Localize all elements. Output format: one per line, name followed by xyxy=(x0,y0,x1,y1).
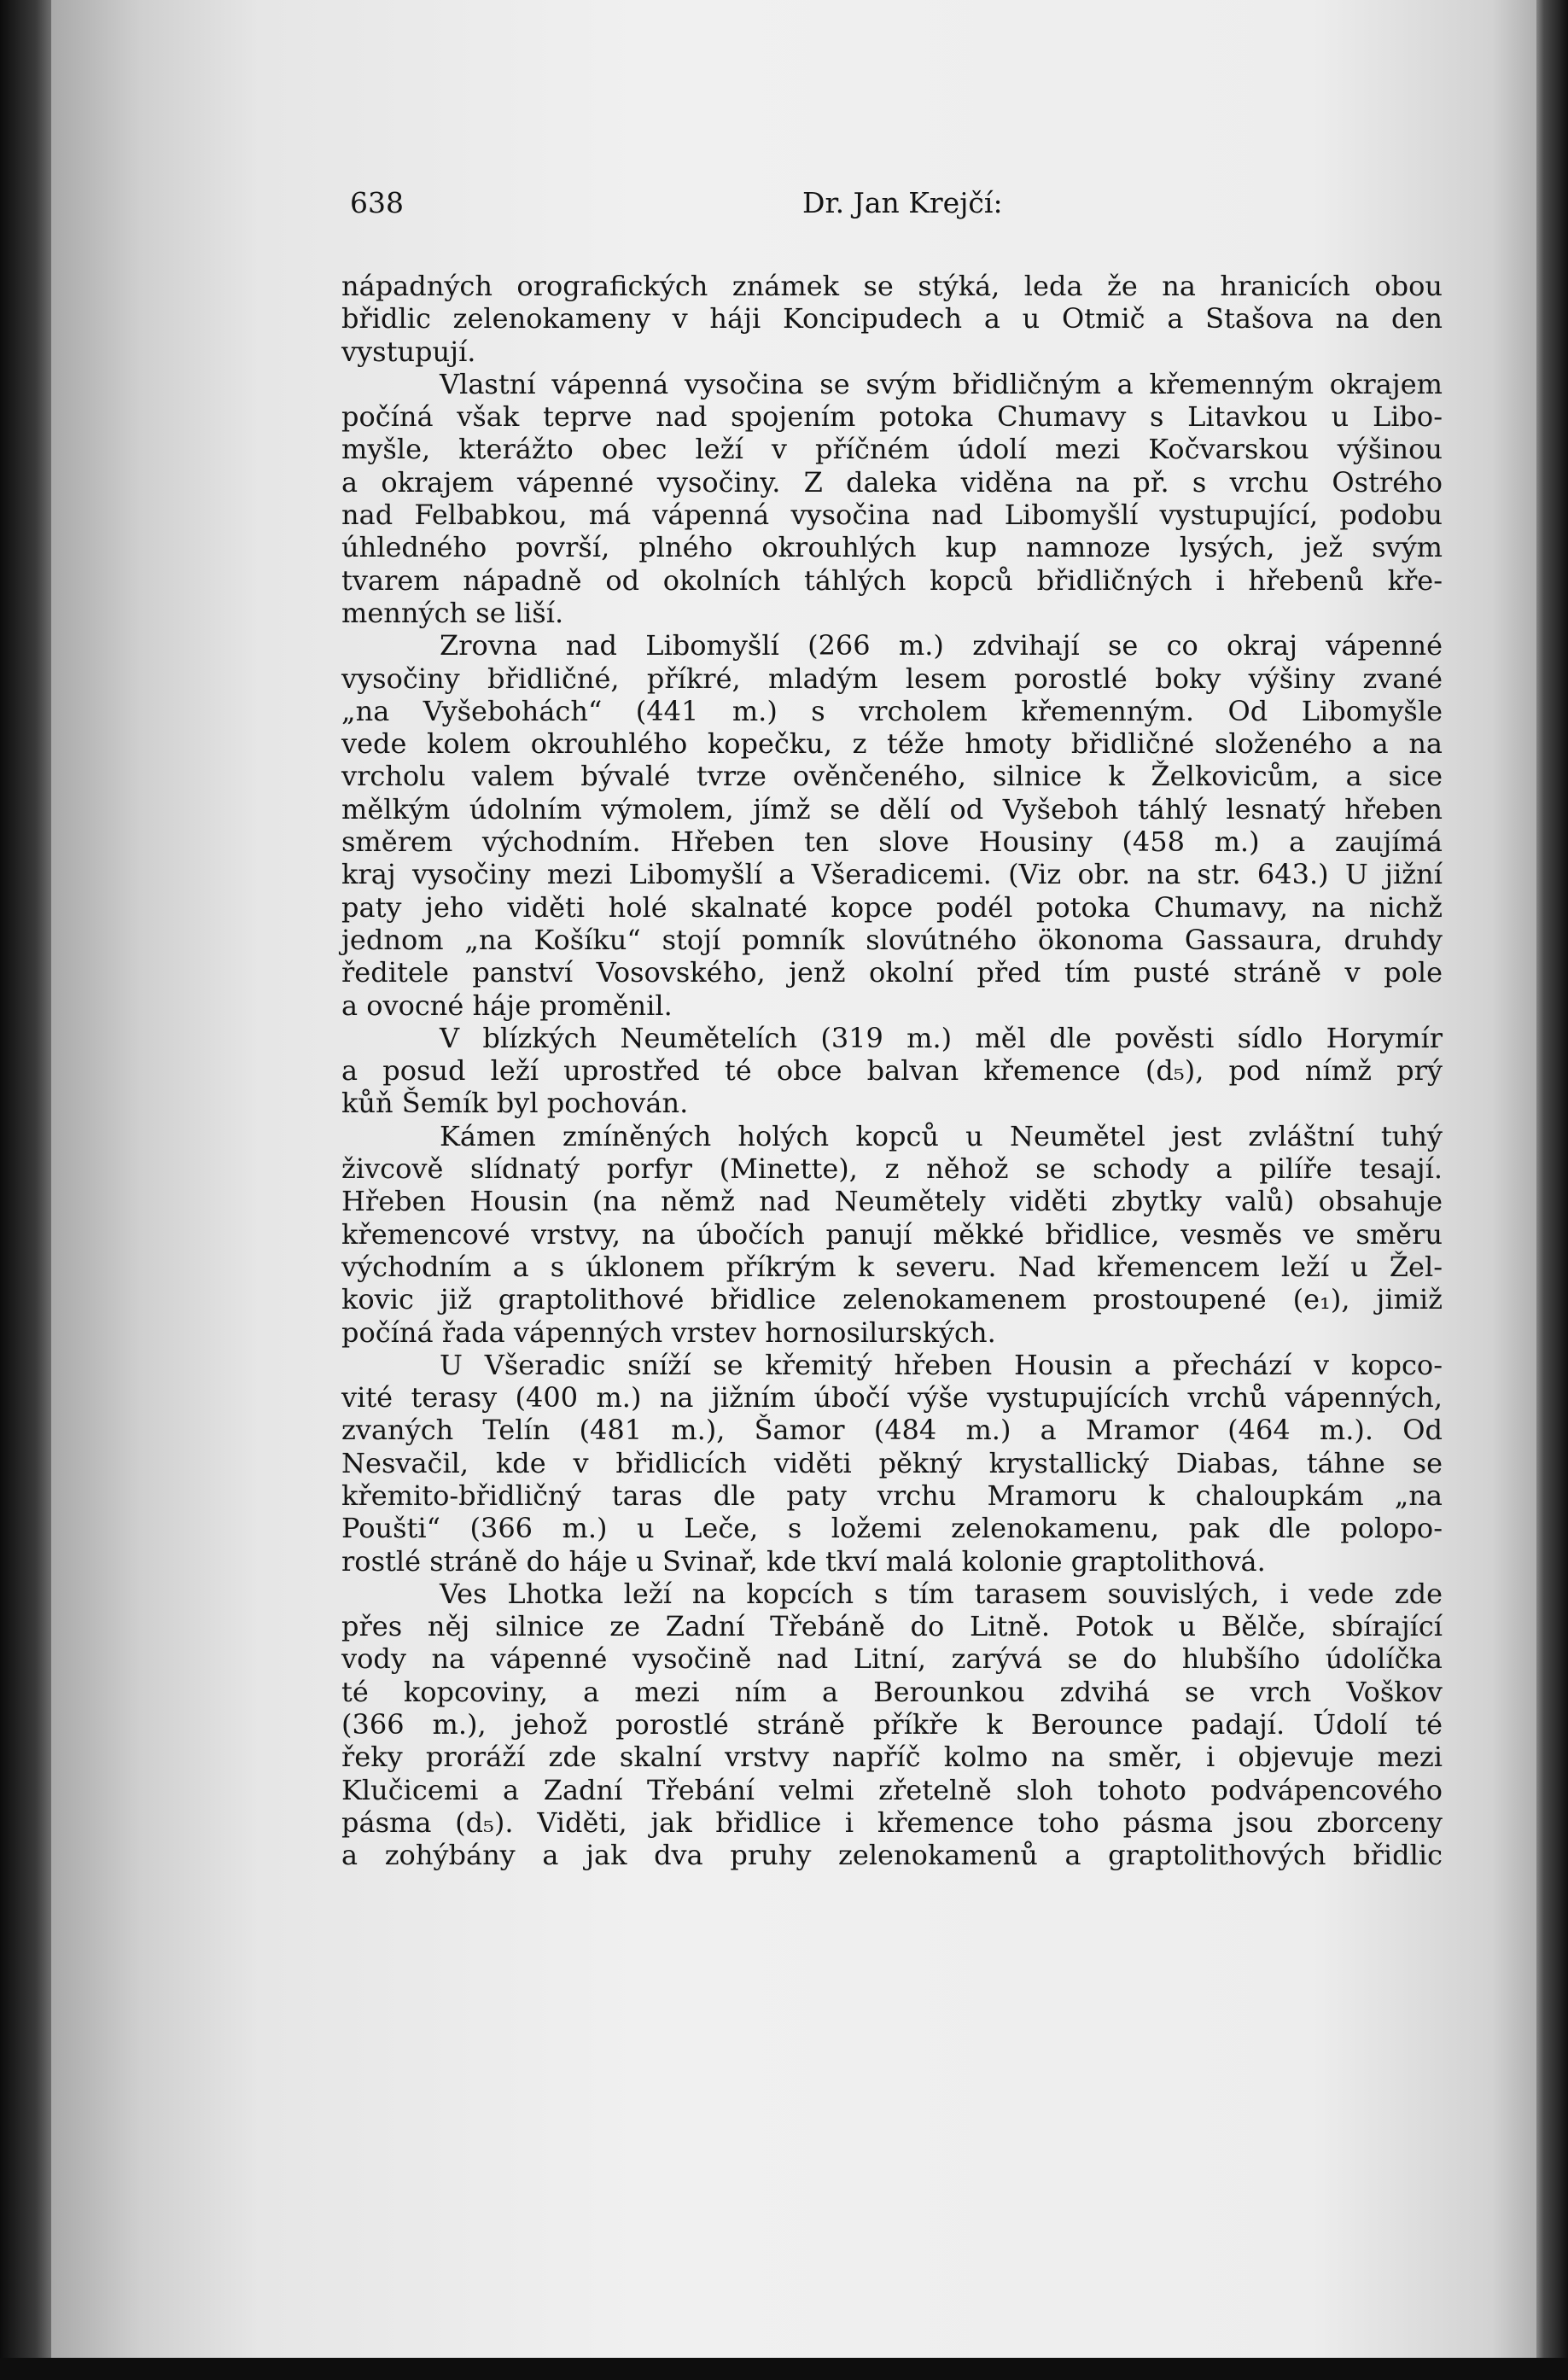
text-line: živcově slídnatý porfyr (Minette), z něhož se schody a pilíře tesají. xyxy=(341,1152,1443,1186)
page-number: 638 xyxy=(350,186,404,219)
body-text xyxy=(341,270,1443,1872)
text-line: Poušti“ (366 m.) u Leče, s ložemi zelenokamenu, pak dle polopo- xyxy=(341,1512,1443,1545)
page-header xyxy=(350,186,1451,237)
text-line: Vlastní vápenná vysočina se svým břidličným a křemenným okrajem xyxy=(440,367,1443,400)
text-line: té kopcoviny, a mezi ním a Berounkou zdvihá se vrch Voškov xyxy=(341,1675,1443,1708)
text-line: Ves Lhotka leží na kopcích s tím tarasem souvislých, i vede zde xyxy=(440,1577,1443,1610)
text-line: vrcholu valem bývalé tvrze ověnčeného, silnice k Želkovicům, a sice xyxy=(341,760,1443,793)
text-line: ředitele panství Vosovského, jenž okolní před tím pusté stráně v pole xyxy=(341,956,1443,989)
text-line: Zrovna nad Libomyšlí (266 m.) zdvihají se co okraj vápenné xyxy=(440,629,1443,662)
text-line: a zohýbány a jak dva pruhy zelenokamenů a graptolithových břidlic xyxy=(341,1839,1443,1872)
text-line: zvaných Telín (481 m.), Šamor (484 m.) a Mramor (464 m.). Od xyxy=(341,1414,1443,1447)
text-line: nad Felbabkou, má vápenná vysočina nad Libomyšlí vystupující, podobu xyxy=(341,499,1443,532)
text-line: Hřeben Housin (na němž nad Neumětely viděti zbytky valů) obsahuje xyxy=(341,1185,1443,1218)
text-line: počíná řada vápenných vrstev hornosilurských. xyxy=(341,1315,996,1349)
text-line: pásma (d₅). Viděti, jak břidlice i křemence toho pásma jsou zborceny xyxy=(341,1805,1443,1839)
text-line: vody na vápenné vysočině nad Litní, zarývá se do hlubšího údolíčka xyxy=(341,1642,1443,1676)
text-line: a ovocné háje proměnil. xyxy=(341,989,673,1022)
running-head: Dr. Jan Krejčí: xyxy=(802,186,1003,219)
text-line: kraj vysočiny mezi Libomyšlí a Všeradicemi. (Viz obr. na str. 643.) U jižní xyxy=(341,858,1443,891)
text-line: rostlé stráně do háje u Svinař, kde tkví malá kolonie graptolithová. xyxy=(341,1544,1266,1578)
text-line: kůň Šemík byl pochován. xyxy=(341,1087,689,1120)
text-line: paty jeho viděti holé skalnaté kopce podél potoka Chumavy, na nichž xyxy=(341,890,1443,924)
scan-shadow-right xyxy=(1534,0,1568,2380)
text-line: počíná však teprve nad spojením potoka Chumavy s Litavkou u Libo- xyxy=(341,400,1443,434)
text-line: kovic již graptolithové břidlice zelenokamenem prostoupené (e₁), jimiž xyxy=(341,1283,1443,1316)
text-line: Kámen zmíněných holých kopců u Neumětel jest zvláštní tuhý xyxy=(440,1119,1443,1152)
text-line: úhledného površí, plného okrouhlých kup namnoze lysých, jež svým xyxy=(341,531,1443,564)
text-line: vysočiny břidličné, příkré, mladým lesem porostlé boky výšiny zvané xyxy=(341,662,1443,695)
text-line: břidlic zelenokameny v háji Koncipudech a u Otmič a Stašova na den xyxy=(341,302,1443,335)
text-line: a posud leží uprostřed té obce balvan křemence (d₅), pod nímž prý xyxy=(341,1054,1443,1088)
book-page xyxy=(51,0,1536,2360)
text-line: menných se liší. xyxy=(341,596,564,629)
scan-shadow-bottom xyxy=(0,2358,1568,2380)
text-line: Klučicemi a Zadní Třebání velmi zřetelně sloh tohoto podvápencového xyxy=(341,1773,1443,1806)
text-line: vité terasy (400 m.) na jižním úbočí výše vystupujících vrchů vápenných, xyxy=(341,1381,1443,1415)
text-line: křemito-břidličný taras dle paty vrchu Mramoru k chaloupkám „na xyxy=(341,1479,1443,1512)
text-line: vystupují. xyxy=(341,335,476,368)
text-line: myšle, kterážto obec leží v příčném údolí mezi Kočvarskou výšinou xyxy=(341,433,1443,466)
text-line: V blízkých Neumětelích (319 m.) měl dle pověsti sídlo Horymír xyxy=(440,1021,1443,1054)
text-line: směrem východním. Hřeben ten slove Housiny (458 m.) a zaujímá xyxy=(341,825,1443,859)
text-line: mělkým údolním výmolem, jímž se dělí od Vyšeboh táhlý lesnatý hřeben xyxy=(341,792,1443,825)
text-line: Nesvačil, kde v břidlicích viděti pěkný krystallický Diabas, táhne se xyxy=(341,1446,1443,1479)
text-line: východním a s úklonem příkrým k severu. Nad křemencem leží u Žel- xyxy=(341,1250,1443,1283)
text-line: (366 m.), jehož porostlé stráně příkře k Berounce padají. Údolí té xyxy=(341,1708,1443,1741)
text-line: přes něj silnice ze Zadní Třebáně do Litně. Potok u Bělče, sbírající xyxy=(341,1610,1443,1643)
text-line: nápadných orografických známek se stýká, leda že na hranicích obou xyxy=(341,270,1443,302)
text-line: „na Vyšebohách“ (441 m.) s vrcholem křemenným. Od Libomyšle xyxy=(341,694,1443,727)
text-line: křemencové vrstvy, na úbočích panují měkké břidlice, vesměs ve směru xyxy=(341,1217,1443,1251)
text-line: řeky proráží zde skalní vrstvy napříč kolmo na směr, i objevuje mezi xyxy=(341,1741,1443,1774)
text-line: vede kolem okrouhlého kopečku, z téže hmoty břidličné složeného a na xyxy=(341,727,1443,761)
text-line: jednom „na Košíku“ stojí pomník slovútného ökonoma Gassaura, druhdy xyxy=(341,923,1443,956)
text-line: U Všeradic sníží se křemitý hřeben Housin a přechází v kopco- xyxy=(440,1348,1443,1381)
text-line: a okrajem vápenné vysočiny. Z daleka viděna na př. s vrchu Ostrého xyxy=(341,465,1443,499)
text-line: tvarem nápadně od okolních táhlých kopců břidličných i hřebenů kře- xyxy=(341,563,1443,597)
